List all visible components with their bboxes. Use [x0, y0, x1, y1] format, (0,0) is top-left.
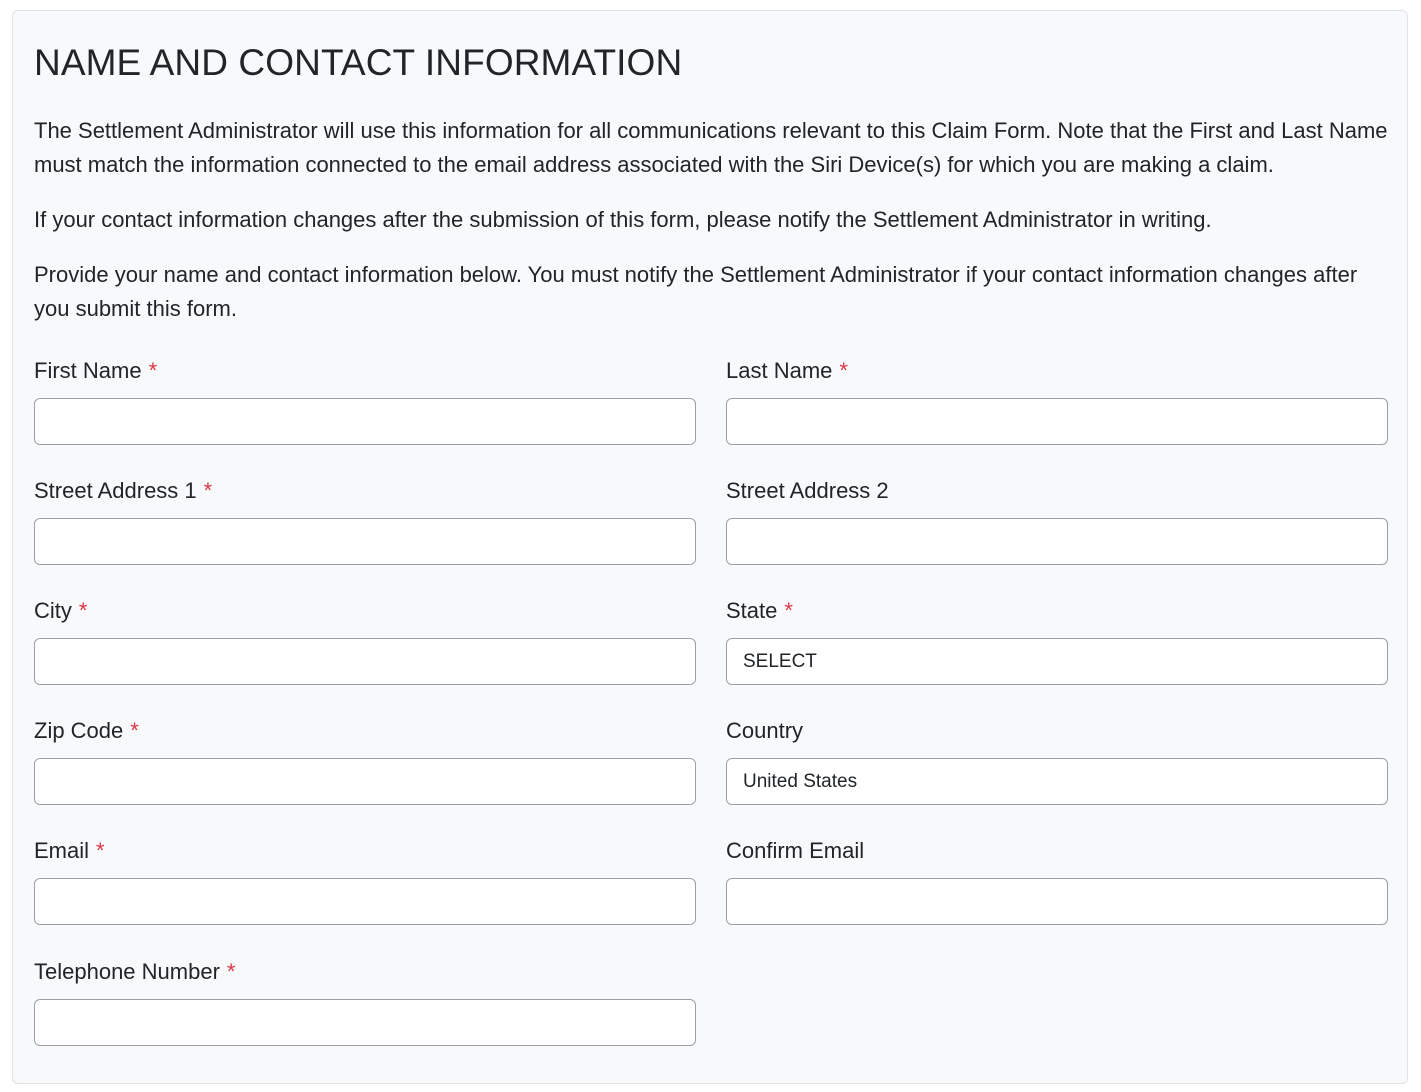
state-field	[726, 596, 1388, 672]
last-name-field	[726, 356, 1388, 386]
required-asterisk: *	[96, 838, 105, 863]
email-label	[34, 836, 696, 866]
city-field	[34, 596, 696, 626]
confirm-email-label-text: Confirm Email	[726, 838, 865, 863]
zip-code-label	[34, 716, 696, 746]
instructions-paragraph: Provide your name and contact information below. You must notify the Settlement Administrator if your contact information changes after you submit this form.	[34, 262, 1358, 321]
state-label	[726, 596, 1388, 626]
street-address-1-label-text: Street Address 1	[34, 478, 197, 503]
required-asterisk: *	[203, 478, 213, 503]
street-address-2-input[interactable]	[726, 518, 1388, 565]
street-address-1-field	[34, 476, 696, 506]
intro-paragraph: The Settlement Administrator will use this information for all communications relevant to this Claim Form. Note that the First and Last Name must match the information connected to the email address associated with the Siri Device(s) for which you are making a claim.	[34, 118, 1388, 177]
telephone-input[interactable]	[34, 999, 696, 1046]
city-label-text: City	[34, 598, 72, 623]
required-asterisk: *	[226, 959, 236, 984]
state-select[interactable]: SELECT	[726, 638, 1388, 685]
contact-info-card	[12, 10, 1408, 1084]
confirm-email-label	[726, 836, 1388, 866]
telephone-label-text: Telephone Number	[34, 959, 220, 984]
state-label-text: State	[726, 598, 778, 623]
email-input[interactable]	[34, 878, 696, 925]
first-name-field	[34, 356, 696, 386]
first-name-label	[34, 356, 696, 386]
required-asterisk: *	[130, 718, 139, 743]
country-select[interactable]: United States	[726, 758, 1388, 805]
country-label-text: Country	[726, 718, 804, 743]
zip-code-field	[34, 716, 696, 746]
street-address-2-label	[726, 476, 1388, 506]
section-title: NAME AND CONTACT INFORMATION	[34, 42, 683, 83]
street-address-1-label	[34, 476, 696, 506]
email-field	[34, 836, 696, 866]
telephone-label	[34, 957, 696, 987]
telephone-field	[34, 957, 696, 987]
zip-code-input[interactable]	[34, 758, 696, 805]
required-asterisk: *	[784, 598, 793, 623]
country-label	[726, 716, 1388, 746]
country-field	[726, 716, 1388, 792]
street-address-2-field	[726, 476, 1388, 506]
email-label-text: Email	[34, 838, 90, 863]
street-address-1-input[interactable]	[34, 518, 696, 565]
city-input[interactable]	[34, 638, 696, 685]
confirm-email-input[interactable]	[726, 878, 1388, 925]
confirm-email-field	[726, 836, 1388, 866]
required-asterisk: *	[148, 358, 158, 383]
first-name-input[interactable]	[34, 398, 696, 445]
zip-code-label-text: Zip Code	[34, 718, 124, 743]
last-name-label-text: Last Name	[726, 358, 833, 383]
city-label	[34, 596, 696, 626]
last-name-input[interactable]	[726, 398, 1388, 445]
first-name-label-text: First Name	[34, 358, 142, 383]
required-asterisk: *	[839, 358, 848, 383]
change-notice-paragraph: If your contact information changes after the submission of this form, please notify the Settlement Administrator in writing.	[34, 207, 1212, 232]
required-asterisk: *	[78, 598, 88, 623]
street-address-2-label-text: Street Address 2	[726, 478, 889, 503]
last-name-label	[726, 356, 1388, 386]
